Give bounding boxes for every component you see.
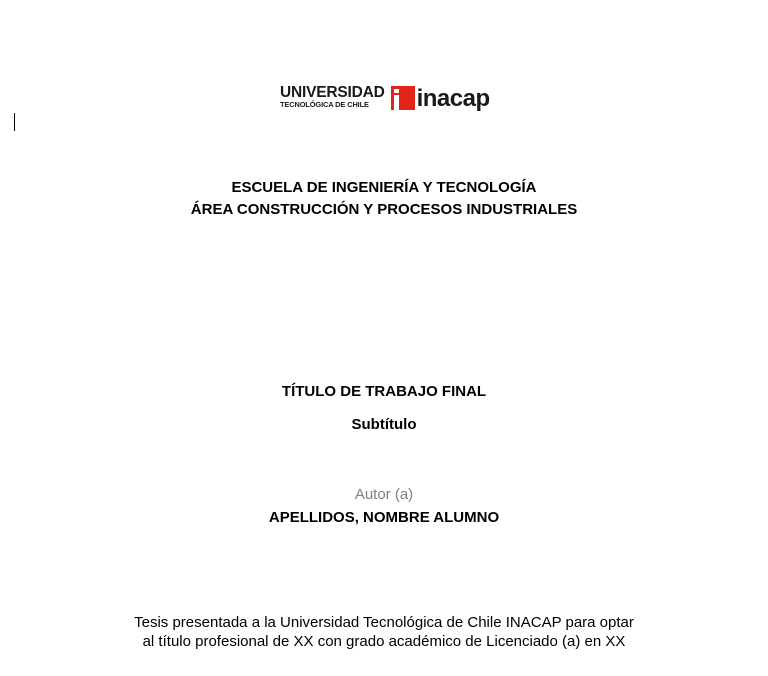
area-heading: ÁREA CONSTRUCCIÓN Y PROCESOS INDUSTRIALES [190, 201, 578, 218]
author-label: Autor (a) [354, 486, 414, 503]
work-title: TÍTULO DE TRABAJO FINAL [281, 383, 487, 400]
school-heading: ESCUELA DE INGENIERÍA Y TECNOLOGÍA [231, 179, 537, 196]
inacap-mark-icon [391, 86, 415, 110]
thesis-statement-line2: al título profesional de XX con grado académico de Licenciado (a) en XX [142, 633, 626, 650]
logo-university-text: UNIVERSIDAD [280, 84, 385, 101]
work-subtitle: Subtítulo [351, 416, 417, 433]
logo-inacap-text: inacap [416, 85, 490, 112]
logo-wordmark [280, 85, 385, 109]
author-name: APELLIDOS, NOMBRE ALUMNO [268, 509, 500, 526]
thesis-statement-line1: Tesis presentada a la Universidad Tecnológica de Chile INACAP para optar [134, 614, 634, 631]
logo-tecnologica-text: TECNOLÓGICA DE CHILE [280, 100, 369, 109]
text-cursor [14, 113, 15, 131]
university-logo [280, 82, 490, 112]
